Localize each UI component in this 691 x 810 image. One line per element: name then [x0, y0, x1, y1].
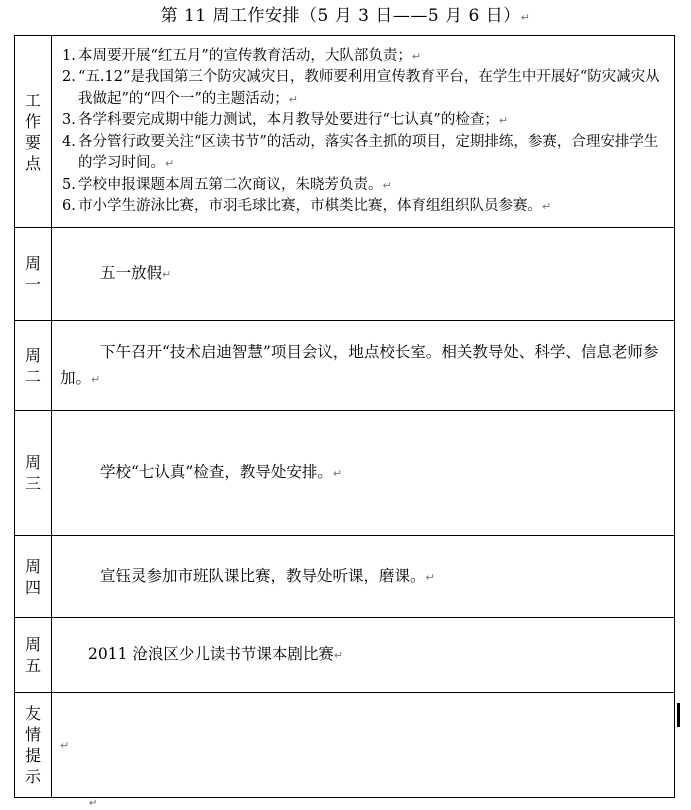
friday-row [15, 618, 675, 693]
paragraph-mark-icon: ↵ [89, 798, 98, 809]
friendly-tips-row [15, 693, 675, 798]
friendly-tips-content: ↵ [52, 693, 675, 798]
thursday-row [15, 536, 675, 618]
friendly-tips-label: 友 情 提 示 [15, 693, 52, 798]
list-item: 1. 本周要开展“红五月”的宣传教育活动，大队部负责；↵ [62, 47, 422, 64]
list-item: 2. “五.12”是我国第三个防灾减灾日，教师要利用宣传教育平台，在学生中开展好“防灾减灾从我做起”的“四个一”的主题活动；↵ [62, 69, 660, 107]
wednesday-row [15, 411, 675, 536]
list-item: 5. 学校申报课题本周五第二次商议，朱晓芳负责。↵ [62, 176, 392, 193]
thursday-label: 周 四 [15, 536, 52, 618]
schedule-table [14, 35, 675, 798]
wednesday-content: 学校“七认真”检查，教导处安排。↵ [52, 411, 675, 536]
key-points-label: 工 作 要 点 [15, 36, 52, 228]
list-item: 3. 各学科要完成期中能力测试，本月教导处要进行“七认真”的检查；↵ [62, 112, 509, 128]
friday-label: 周 五 [15, 618, 52, 693]
key-points-content [52, 36, 675, 228]
key-points-row [15, 36, 675, 228]
list-item: 6. 市小学生游泳比赛，市羽毛球比赛，市棋类比赛，体育组组织队员参赛。↵ [62, 198, 552, 214]
wednesday-label: 周 三 [15, 411, 52, 536]
tuesday-label: 周 二 [15, 321, 52, 411]
list-item: 4. 各分管行政要关注“区读书节”的活动，落实各主抓的项目，定期排练，参赛，合理安排学生的学习时间。↵ [62, 133, 659, 171]
monday-row [15, 228, 675, 321]
margin-bar [677, 703, 680, 727]
monday-content: 五一放假↵ [52, 228, 675, 321]
friday-content: 2011 沧浪区少儿读书节课本剧比赛↵ [52, 618, 675, 693]
page-title: 第 11 周工作安排（5 月 3 日——5 月 6 日）↵ [160, 6, 531, 26]
monday-label: 周 一 [15, 228, 52, 321]
friday-text: 2011 沧浪区少儿读书节课本剧比赛 [88, 645, 334, 663]
thursday-content: 宣钰灵参加市班队课比赛，教导处听课，磨课。↵ [52, 536, 675, 618]
tuesday-row [15, 321, 675, 411]
tuesday-content: 下午召开“技术启迪智慧”项目会议，地点校长室。相关教导处、科学、信息老师参加。↵ [52, 321, 675, 411]
